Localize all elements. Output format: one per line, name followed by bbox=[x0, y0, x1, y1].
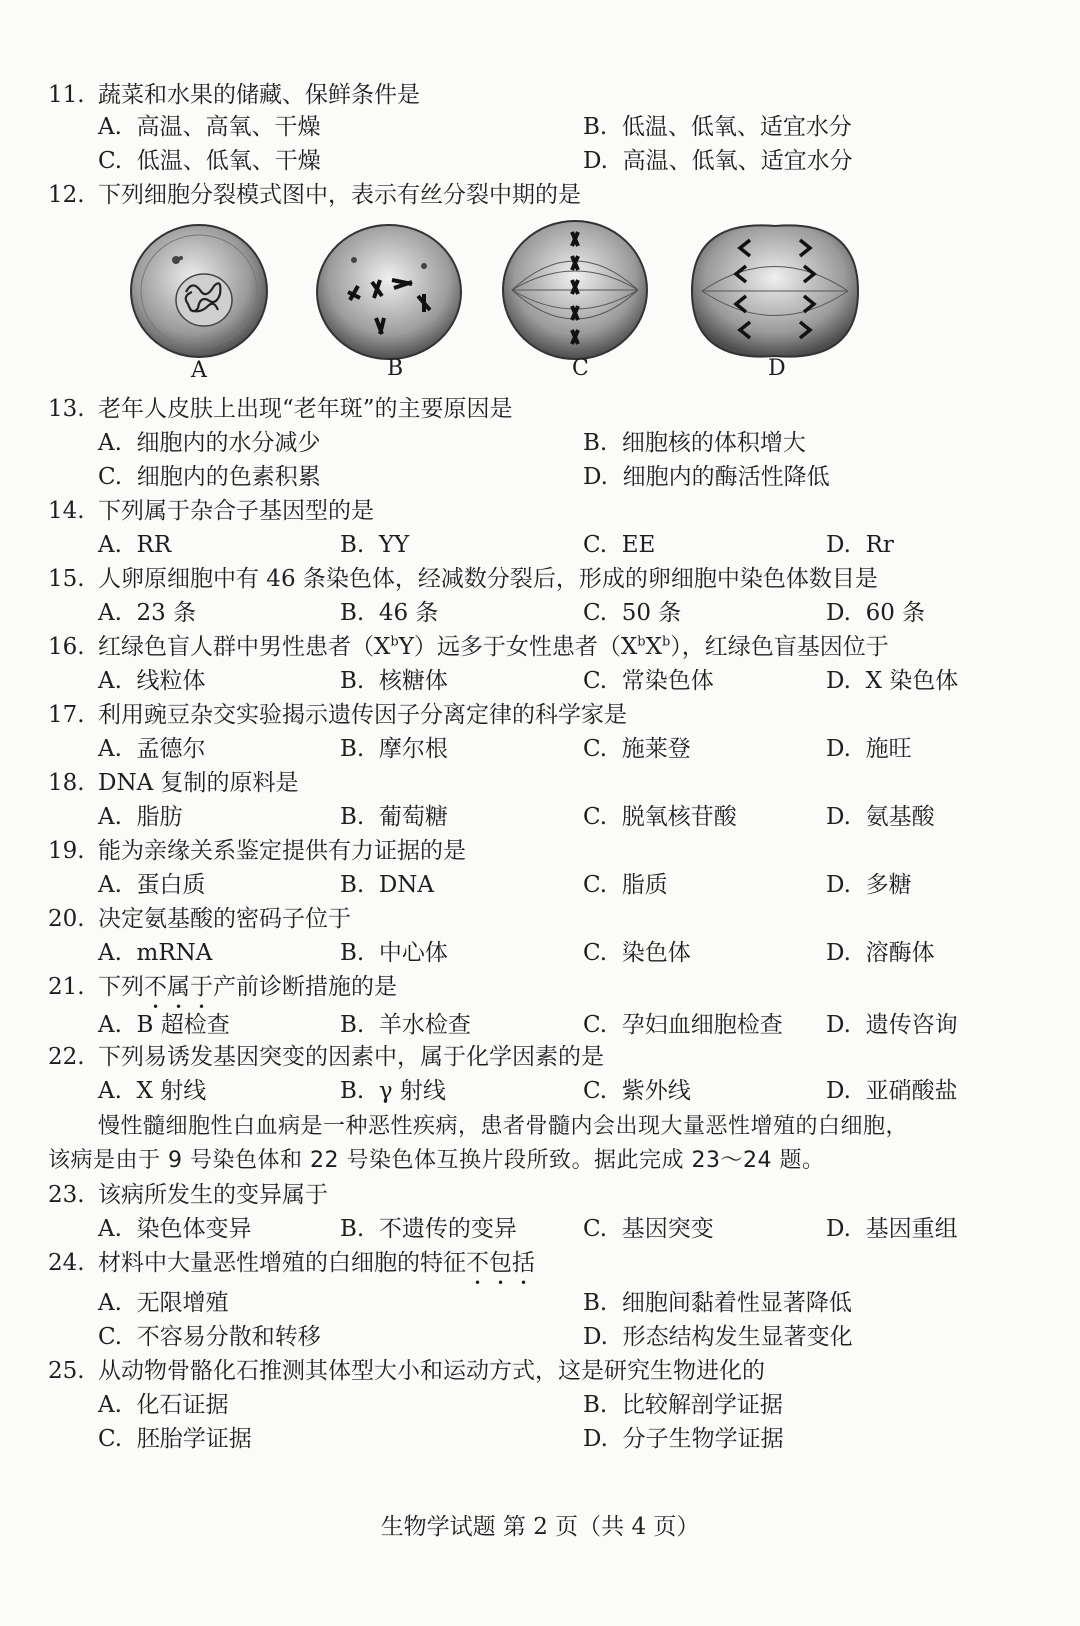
option-d[interactable]: D. 基因重组 bbox=[826, 1216, 958, 1242]
option-c[interactable]: C. 基因突变 bbox=[583, 1216, 714, 1242]
question-14 bbox=[0, 496, 1080, 526]
option-d[interactable]: D. 施旺 bbox=[826, 736, 912, 762]
question-17 bbox=[0, 700, 1080, 730]
option-a[interactable]: A. X 射线 bbox=[98, 1078, 207, 1104]
option-d[interactable]: D. 溶酶体 bbox=[826, 940, 935, 966]
option-d[interactable]: D. 遗传咨询 bbox=[826, 1012, 958, 1038]
question-19 bbox=[0, 836, 1080, 866]
option-a[interactable]: A. 脂肪 bbox=[98, 804, 183, 830]
options-row bbox=[0, 802, 1080, 832]
figure-label-a: A bbox=[191, 358, 207, 383]
option-d[interactable]: D. 高温、低氧、适宜水分 bbox=[583, 148, 853, 174]
option-b[interactable]: B. 46 条 bbox=[340, 600, 439, 626]
option-c[interactable]: C. 脱氧核苷酸 bbox=[583, 804, 737, 830]
options-row bbox=[0, 1214, 1080, 1244]
options-row bbox=[0, 666, 1080, 696]
option-b[interactable]: B. 摩尔根 bbox=[340, 736, 448, 762]
option-a[interactable]: A. mRNA bbox=[98, 940, 213, 966]
option-b[interactable]: B. DNA bbox=[340, 872, 435, 898]
question-stem: 决定氨基酸的密码子位于 bbox=[98, 906, 351, 932]
question-13 bbox=[0, 394, 1080, 424]
option-c[interactable]: C. 脂质 bbox=[583, 872, 668, 898]
question-stem: 下列细胞分裂模式图中，表示有丝分裂中期的是 bbox=[98, 182, 581, 208]
question-stem: 下列易诱发基因突变的因素中，属于化学因素的是 bbox=[98, 1044, 604, 1070]
question-number: 22. bbox=[48, 1044, 85, 1070]
option-d[interactable]: D. 60 条 bbox=[826, 600, 926, 626]
option-a[interactable]: A. 孟德尔 bbox=[98, 736, 206, 762]
question-number: 11. bbox=[48, 82, 85, 108]
figure-label-d: D bbox=[768, 356, 786, 381]
option-b[interactable]: B. γ 射线 bbox=[340, 1078, 446, 1104]
option-d[interactable]: D. 多糖 bbox=[826, 872, 912, 898]
option-c[interactable]: C. 孕妇血细胞检查 bbox=[583, 1012, 783, 1038]
reading-passage-line-2: 该病是由于 9 号染色体和 22 号染色体互换片段所致。据此完成 23～24 题。 bbox=[48, 1148, 825, 1173]
question-number: 24. bbox=[48, 1250, 85, 1276]
options-row bbox=[0, 1390, 1080, 1420]
question-23 bbox=[0, 1180, 1080, 1210]
question-number: 17. bbox=[48, 702, 85, 728]
option-b[interactable]: B. YY bbox=[340, 532, 410, 558]
option-d[interactable]: D. Rr bbox=[826, 532, 894, 558]
question-number: 15. bbox=[48, 566, 85, 592]
options-row bbox=[0, 428, 1080, 458]
question-number: 13. bbox=[48, 396, 85, 422]
question-21 bbox=[0, 972, 1080, 1002]
options-row bbox=[0, 1322, 1080, 1352]
question-stem: 老年人皮肤上出现“老年斑”的主要原因是 bbox=[98, 396, 513, 422]
option-d[interactable]: D. 形态结构发生显著变化 bbox=[583, 1324, 853, 1350]
option-a[interactable]: A. RR bbox=[98, 532, 172, 558]
option-a[interactable]: A. 高温、高氧、干燥 bbox=[98, 114, 321, 140]
question-number: 21. bbox=[48, 974, 85, 1000]
question-20 bbox=[0, 904, 1080, 934]
option-d[interactable]: D. 分子生物学证据 bbox=[583, 1426, 784, 1452]
option-a[interactable]: A. 线粒体 bbox=[98, 668, 206, 694]
question-stem: 下列不属于产前诊断措施的是 bbox=[98, 974, 397, 1000]
options-row bbox=[0, 1288, 1080, 1318]
figure-label-b: B bbox=[387, 356, 404, 381]
options-row bbox=[0, 734, 1080, 764]
question-number: 14. bbox=[48, 498, 85, 524]
cell-d-anaphase-image[interactable] bbox=[686, 218, 864, 364]
question-number: 23. bbox=[48, 1182, 85, 1208]
option-a[interactable]: A. 无限增殖 bbox=[98, 1290, 229, 1316]
option-a[interactable]: A. 蛋白质 bbox=[98, 872, 206, 898]
option-c[interactable]: C. 低温、低氧、干燥 bbox=[98, 148, 321, 174]
option-b[interactable]: B. 不遗传的变异 bbox=[340, 1216, 517, 1242]
option-b[interactable]: B. 核糖体 bbox=[340, 668, 448, 694]
option-b[interactable]: B. 细胞核的体积增大 bbox=[583, 430, 806, 456]
option-d[interactable]: D. 亚硝酸盐 bbox=[826, 1078, 958, 1104]
emphasized-text: 不包括 bbox=[466, 1250, 535, 1276]
question-stem: 利用豌豆杂交实验揭示遗传因子分离定律的科学家是 bbox=[98, 702, 627, 728]
cell-c-metaphase-image[interactable] bbox=[500, 218, 650, 362]
reading-passage-line-1: 慢性髓细胞性白血病是一种恶性疾病，患者骨髓内会出现大量恶性增殖的白细胞， bbox=[98, 1114, 909, 1139]
option-d[interactable]: D. 细胞内的酶活性降低 bbox=[583, 464, 830, 490]
option-c[interactable]: C. 常染色体 bbox=[583, 668, 714, 694]
option-c[interactable]: C. 不容易分散和转移 bbox=[98, 1324, 321, 1350]
option-c[interactable]: C. 紫外线 bbox=[583, 1078, 691, 1104]
options-row bbox=[0, 1424, 1080, 1454]
options-row bbox=[0, 870, 1080, 900]
option-b[interactable]: B. 低温、低氧、适宜水分 bbox=[583, 114, 852, 140]
option-c[interactable]: C. 施莱登 bbox=[583, 736, 691, 762]
question-stem: 人卵原细胞中有 46 条染色体，经减数分裂后，形成的卵细胞中染色体数目是 bbox=[98, 566, 878, 592]
question-22 bbox=[0, 1042, 1080, 1072]
question-stem: 该病所发生的变异属于 bbox=[98, 1182, 328, 1208]
question-number: 12. bbox=[48, 182, 85, 208]
option-c[interactable]: C. 50 条 bbox=[583, 600, 682, 626]
cell-a-interphase-image[interactable] bbox=[128, 222, 270, 360]
option-a[interactable]: A. 细胞内的水分减少 bbox=[98, 430, 321, 456]
options-row bbox=[0, 598, 1080, 628]
question-number: 20. bbox=[48, 906, 85, 932]
question-stem: 从动物骨骼化石推测其体型大小和运动方式，这是研究生物进化的 bbox=[98, 1358, 765, 1384]
question-15 bbox=[0, 564, 1080, 594]
question-stem: 下列属于杂合子基因型的是 bbox=[98, 498, 374, 524]
cell-b-prophase-image[interactable] bbox=[314, 222, 464, 362]
option-d[interactable]: D. X 染色体 bbox=[826, 668, 959, 694]
options-row bbox=[0, 462, 1080, 492]
option-b[interactable]: B. 中心体 bbox=[340, 940, 448, 966]
emphasized-text: 不属于 bbox=[144, 974, 213, 1000]
option-a[interactable]: A. B 超检查 bbox=[98, 1012, 230, 1038]
option-c[interactable]: C. 胚胎学证据 bbox=[98, 1426, 252, 1452]
option-c[interactable]: C. EE bbox=[583, 532, 656, 558]
question-number: 16. bbox=[48, 634, 85, 660]
option-b[interactable]: B. 羊水检查 bbox=[340, 1012, 471, 1038]
question-stem: 红绿色盲人群中男性患者$(X^bY)$远多于女性患者$(X^bX^b)$，红绿色盲基因位于 bbox=[98, 634, 889, 660]
option-c[interactable]: C. 细胞内的色素积累 bbox=[98, 464, 321, 490]
question-24 bbox=[0, 1248, 1080, 1278]
options-row bbox=[0, 1076, 1080, 1106]
question-stem: DNA 复制的原料是 bbox=[98, 770, 299, 796]
question-11 bbox=[0, 80, 1080, 110]
option-a[interactable]: A. 染色体变异 bbox=[98, 1216, 252, 1242]
options-row bbox=[0, 146, 1080, 176]
option-a[interactable]: A. 化石证据 bbox=[98, 1392, 229, 1418]
options-row bbox=[0, 112, 1080, 142]
question-18 bbox=[0, 768, 1080, 798]
options-row bbox=[0, 530, 1080, 560]
question-12 bbox=[0, 180, 1080, 210]
figure-label-c: C bbox=[572, 356, 589, 381]
option-d[interactable]: D. 氨基酸 bbox=[826, 804, 935, 830]
question-stem: 能为亲缘关系鉴定提供有力证据的是 bbox=[98, 838, 466, 864]
options-row bbox=[0, 938, 1080, 968]
option-b[interactable]: B. 细胞间黏着性显著降低 bbox=[583, 1290, 852, 1316]
option-b[interactable]: B. 葡萄糖 bbox=[340, 804, 448, 830]
question-number: 25. bbox=[48, 1358, 85, 1384]
question-16 bbox=[0, 632, 1080, 662]
question-number: 18. bbox=[48, 770, 85, 796]
option-c[interactable]: C. 染色体 bbox=[583, 940, 691, 966]
question-stem: 材料中大量恶性增殖的白细胞的特征不包括 bbox=[98, 1250, 535, 1276]
options-row bbox=[0, 1010, 1080, 1040]
question-number: 19. bbox=[48, 838, 85, 864]
option-b[interactable]: B. 比较解剖学证据 bbox=[583, 1392, 783, 1418]
option-a[interactable]: A. 23 条 bbox=[98, 600, 197, 626]
question-25 bbox=[0, 1356, 1080, 1386]
question-stem: 蔬菜和水果的储藏、保鲜条件是 bbox=[98, 82, 420, 108]
page-footer: 生物学试题 第 2 页（共 4 页） bbox=[380, 1514, 700, 1540]
